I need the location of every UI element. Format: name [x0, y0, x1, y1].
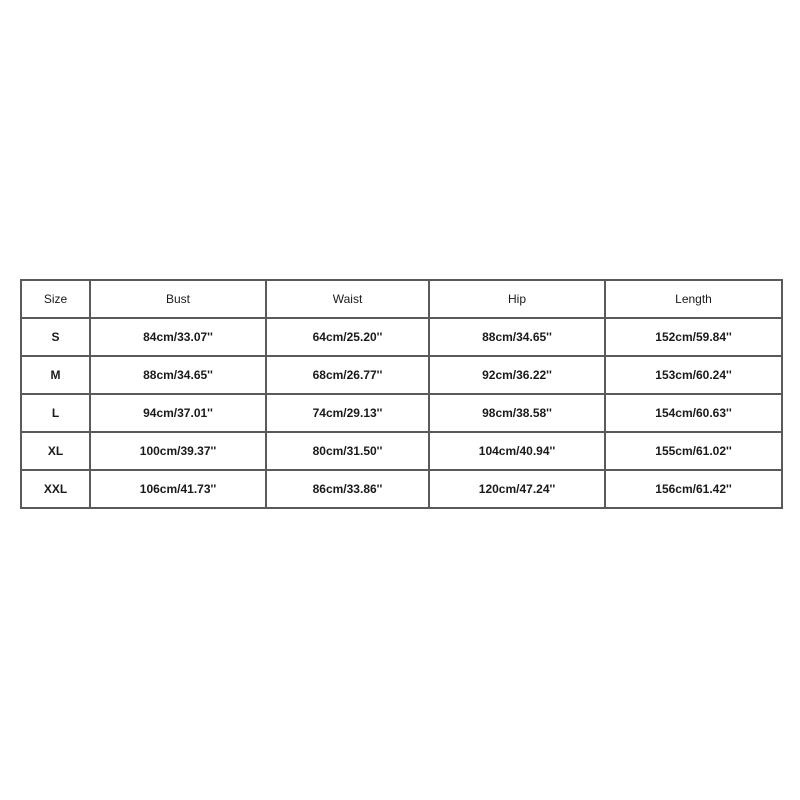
bust-cell: 84cm/33.07'': [90, 318, 266, 356]
table-row: [21, 394, 782, 432]
header-bust: Bust: [90, 280, 266, 318]
header-hip: Hip: [429, 280, 605, 318]
bust-cell: 94cm/37.01'': [90, 394, 266, 432]
waist-cell: 86cm/33.86'': [266, 470, 429, 508]
length-cell: 155cm/61.02'': [605, 432, 782, 470]
size-chart-table: [20, 279, 783, 509]
table-header-row: [21, 280, 782, 318]
header-length: Length: [605, 280, 782, 318]
table-row: [21, 318, 782, 356]
hip-cell: 120cm/47.24'': [429, 470, 605, 508]
waist-cell: 64cm/25.20'': [266, 318, 429, 356]
length-cell: 156cm/61.42'': [605, 470, 782, 508]
table-row: [21, 356, 782, 394]
length-cell: 154cm/60.63'': [605, 394, 782, 432]
hip-cell: 92cm/36.22'': [429, 356, 605, 394]
length-cell: 153cm/60.24'': [605, 356, 782, 394]
size-cell: M: [21, 356, 90, 394]
waist-cell: 80cm/31.50'': [266, 432, 429, 470]
hip-cell: 104cm/40.94'': [429, 432, 605, 470]
length-cell: 152cm/59.84'': [605, 318, 782, 356]
size-cell: XXL: [21, 470, 90, 508]
size-cell: XL: [21, 432, 90, 470]
table-row: [21, 470, 782, 508]
waist-cell: 74cm/29.13'': [266, 394, 429, 432]
header-waist: Waist: [266, 280, 429, 318]
bust-cell: 100cm/39.37'': [90, 432, 266, 470]
size-cell: S: [21, 318, 90, 356]
hip-cell: 88cm/34.65'': [429, 318, 605, 356]
table-row: [21, 432, 782, 470]
header-size: Size: [21, 280, 90, 318]
size-cell: L: [21, 394, 90, 432]
waist-cell: 68cm/26.77'': [266, 356, 429, 394]
bust-cell: 106cm/41.73'': [90, 470, 266, 508]
hip-cell: 98cm/38.58'': [429, 394, 605, 432]
bust-cell: 88cm/34.65'': [90, 356, 266, 394]
